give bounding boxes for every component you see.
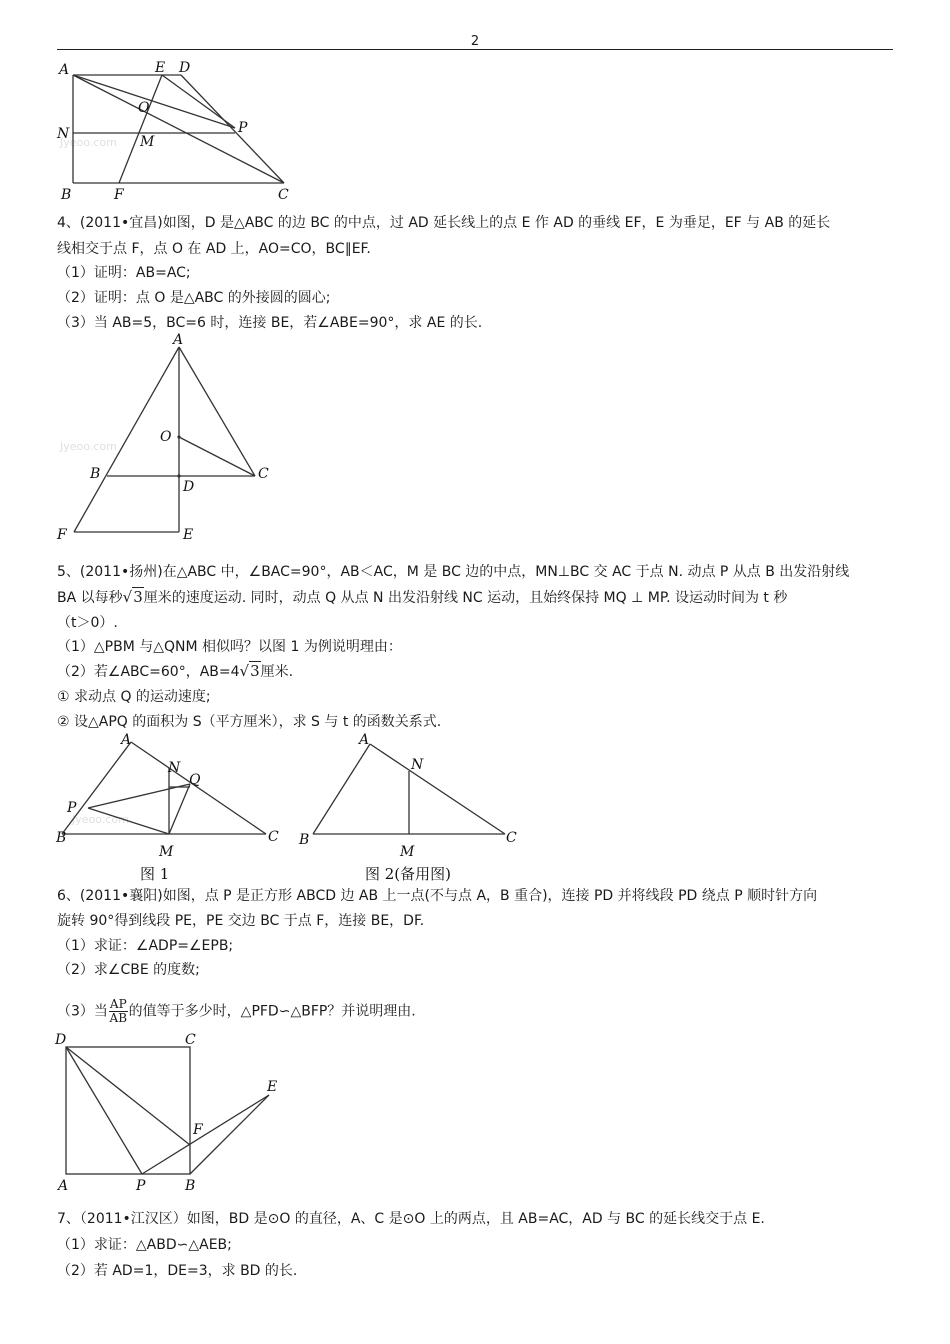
q6-part3	[57, 998, 416, 1025]
q5-part1: （1）△PBM 与△QNM 相似吗？以图 1 为例说明理由：	[57, 639, 402, 655]
fraction-numerator: AP	[109, 997, 127, 1011]
fraction-ap-over-ab	[109, 998, 128, 1025]
label-N: N	[168, 760, 181, 776]
q4-stem-line2: 线相交于点 F，点 O 在 AD 上，AO=CO，BC∥EF.	[57, 241, 371, 257]
label-E: E	[183, 527, 194, 543]
sqrt-radicand: 3	[250, 662, 260, 680]
label-F: F	[57, 527, 67, 543]
sqrt-radicand: 3	[133, 588, 143, 606]
label-B: B	[56, 830, 67, 846]
label-O: O	[160, 429, 172, 445]
header-rule	[57, 49, 893, 50]
q4-part3: （3）当 AB=5，BC=6 时，连接 BE，若∠ABE=90°，求 AE 的长.	[57, 315, 483, 331]
label-F: F	[193, 1122, 203, 1138]
label-P: P	[67, 800, 77, 816]
label-A: A	[121, 732, 132, 748]
label-P: P	[238, 120, 248, 136]
label-N: N	[57, 126, 70, 142]
label-E: E	[155, 60, 166, 76]
watermark: Jyeoo.com	[72, 813, 129, 826]
label-B: B	[61, 187, 72, 203]
q4-stem-line1: 4、(2011•宜昌)如图，D 是△ABC 的边 BC 的中点，过 AD 延长线上的点 E 作 AD 的垂线 EF，E 为垂足，EF 与 AB 的延长	[57, 215, 831, 231]
sqrt-sign: √3	[239, 662, 260, 680]
q6-stem-line2: 旋转 90°得到线段 PE，PE 交边 BC 于点 F，连接 BE，DF.	[57, 913, 425, 929]
label-D: D	[183, 479, 195, 495]
q4-part1: （1）证明：AB=AC;	[57, 265, 191, 281]
figure-1-caption: 图 1	[140, 865, 170, 883]
label-B: B	[90, 466, 101, 482]
label-Q: Q	[189, 772, 201, 788]
label-F: F	[114, 187, 124, 203]
label-D: D	[179, 60, 191, 76]
q5-figure-2	[293, 728, 533, 888]
q5-text: （2）若∠ABC=60°，AB=4	[57, 664, 240, 680]
sqrt-sign: √3	[122, 588, 143, 606]
watermark: Jyeoo.com	[60, 440, 117, 453]
q4-triangle-figure	[52, 330, 292, 548]
label-N: N	[411, 757, 424, 773]
label-B: B	[299, 832, 310, 848]
q6-text: （3）当	[57, 1003, 108, 1020]
label-M: M	[159, 844, 174, 860]
label-C: C	[506, 830, 517, 846]
q5-stem-line1: 5、(2011•扬州)在△ABC 中，∠BAC=90°，AB＜AC，M 是 BC 边的中点，MN⊥BC 交 AC 于点 N. 动点 P 从点 B 出发沿射线	[57, 564, 850, 580]
q5-part2	[57, 662, 293, 681]
label-M: M	[400, 844, 415, 860]
watermark: Jyeoo.com	[60, 136, 117, 149]
trapezoid-figure	[52, 58, 302, 208]
q5-text: 厘米.	[260, 664, 294, 680]
q5-sub2: ② 设△APQ 的面积为 S（平方厘米），求 S 与 t 的函数关系式.	[57, 714, 442, 730]
label-O: O	[138, 100, 150, 116]
q6-part2: （2）求∠CBE 的度数;	[57, 962, 200, 978]
label-D: D	[55, 1032, 67, 1048]
q7-part1: （1）求证：△ABD∽△AEB;	[57, 1237, 232, 1253]
q5-figure-1	[52, 728, 292, 888]
q7-part2: （2）若 AD=1，DE=3，求 BD 的长.	[57, 1263, 298, 1279]
label-C: C	[258, 466, 269, 482]
label-M: M	[140, 134, 155, 150]
label-A: A	[59, 62, 70, 78]
label-E: E	[267, 1079, 278, 1095]
label-A: A	[359, 732, 370, 748]
q5-stem-line2	[57, 588, 787, 607]
figure-2-caption: 图 2(备用图)	[365, 865, 452, 883]
q5-text: 厘米的速度运动. 同时，动点 Q 从点 N 出发沿射线 NC 运动，且始终保持 MQ ⊥ MP. 设运动时间为 t 秒	[143, 590, 788, 606]
q6-part1: （1）求证：∠ADP=∠EPB;	[57, 938, 234, 954]
page-number: 2	[470, 34, 480, 49]
q5-sub1: ① 求动点 Q 的运动速度;	[57, 689, 211, 705]
q5-text: BA 以每秒	[57, 590, 123, 606]
label-A: A	[58, 1178, 69, 1194]
label-P: P	[136, 1178, 146, 1194]
q6-text: 的值等于多少时，△PFD∽△BFP？并说明理由.	[128, 1003, 416, 1020]
q7-stem-line1: 7、（2011•江汉区）如图，BD 是⊙O 的直径，A、C 是⊙O 上的两点，且 AB=AC，AD 与 BC 的延长线交于点 E.	[57, 1211, 765, 1227]
q5-stem-line3: （t＞0）.	[57, 615, 118, 631]
label-C: C	[185, 1032, 196, 1048]
label-C: C	[278, 187, 289, 203]
fraction-denominator: AB	[109, 1011, 128, 1025]
label-A: A	[173, 332, 184, 348]
label-B: B	[185, 1178, 196, 1194]
q6-stem-line1: 6、(2011•襄阳)如图，点 P 是正方形 ABCD 边 AB 上一点(不与点 A，B 重合)，连接 PD 并将线段 PD 绕点 P 顺时针方向	[57, 888, 818, 904]
label-C: C	[268, 829, 279, 845]
q6-square-figure	[52, 1027, 302, 1197]
q4-part2: （2）证明：点 O 是△ABC 的外接圆的圆心;	[57, 290, 331, 306]
